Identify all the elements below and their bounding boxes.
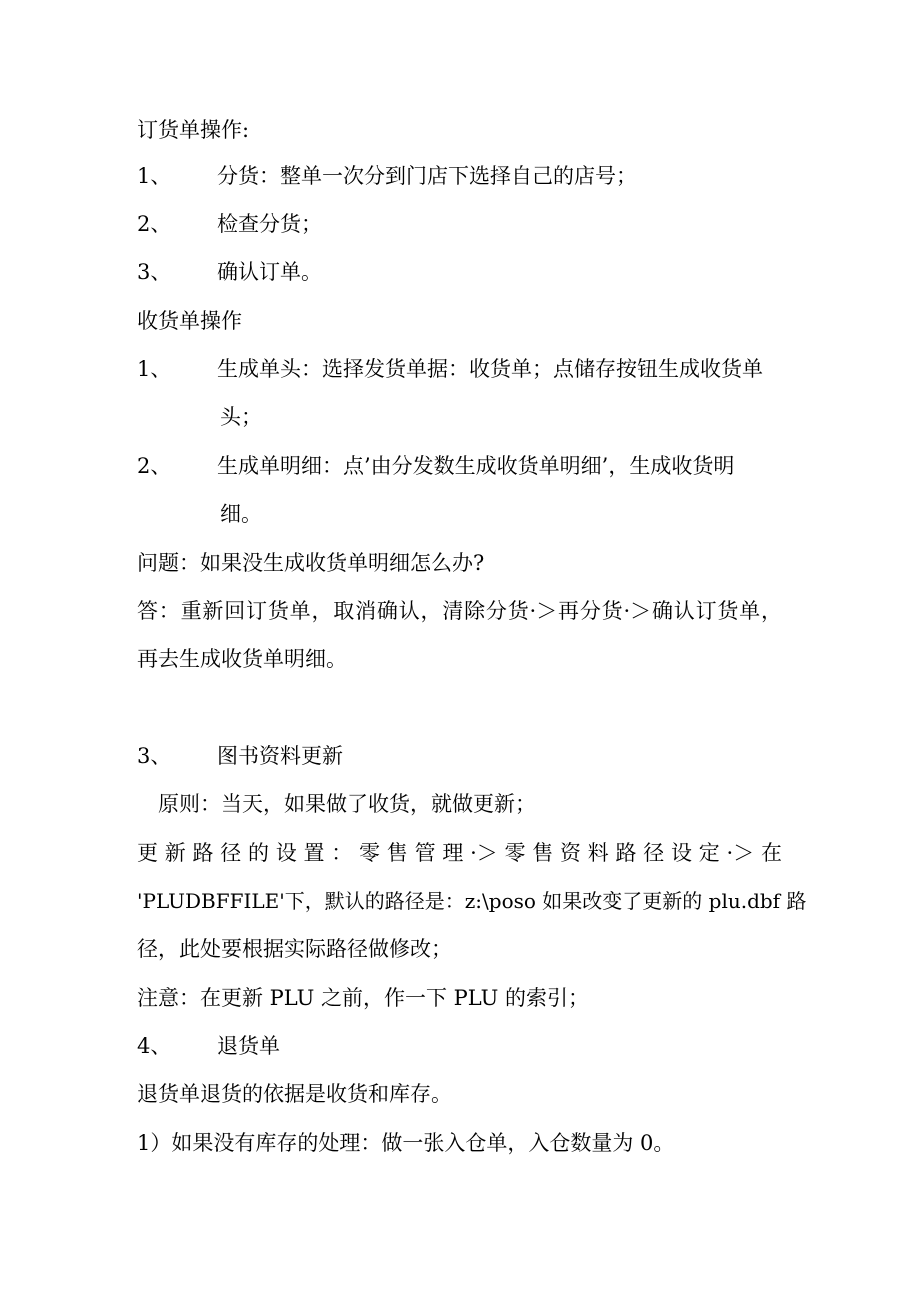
receive-section-title: 收货单操作	[137, 309, 242, 333]
order-step-1-num: 1、	[137, 164, 172, 188]
return-num: 4、	[137, 1034, 172, 1058]
book-update-path-line3: 径，此处要根据实际路径做修改；	[137, 937, 452, 961]
receive-step-2-text: 生成单明细：点’由分发数生成收货单明细’，生成收货明	[217, 454, 735, 478]
order-step-3-num: 3、	[137, 260, 172, 284]
book-update-heading	[0, 742, 920, 770]
receive-answer-line2: 再去生成收货单明细。	[137, 647, 347, 671]
order-section-title: 订货单操作:	[137, 118, 250, 142]
order-step-3-text: 确认订单。	[217, 260, 322, 284]
order-step-1	[0, 162, 920, 190]
book-update-note: 注意：在更新 PLU 之前，作一下 PLU 的索引；	[137, 986, 589, 1010]
book-update-num: 3、	[137, 744, 172, 768]
order-step-1-text: 分货：整单一次分到门店下选择自己的店号；	[217, 164, 637, 188]
receive-step-1	[0, 355, 920, 383]
receive-step-1-cont: 头；	[220, 405, 262, 429]
receive-step-2-cont: 细。	[220, 502, 262, 526]
return-item-1: 1）如果没有库存的处理：做一张入仓单，入仓数量为 0。	[137, 1131, 675, 1155]
book-update-title: 图书资料更新	[217, 744, 343, 768]
book-update-principle: 原则：当天，如果做了收货，就做更新；	[158, 792, 536, 816]
return-basis: 退货单退货的依据是收货和库存。	[137, 1082, 452, 1106]
order-step-3	[0, 258, 920, 286]
receive-step-2-num: 2、	[137, 454, 172, 478]
receive-answer-line1: 答：重新回订货单，取消确认，清除分货·＞再分货·＞确认订货单，	[137, 599, 782, 623]
receive-step-1-text: 生成单头：选择发货单据：收货单；点储存按钮生成收货单	[217, 357, 763, 381]
order-step-2-text: 检查分货；	[217, 212, 322, 236]
return-title: 退货单	[217, 1034, 280, 1058]
order-step-2	[0, 210, 920, 238]
receive-question: 问题：如果没生成收货单明细怎么办?	[137, 551, 485, 575]
book-update-path-line2: 'PLUDBFFILE'下，默认的路径是：z:\poso 如果改变了更新的 plu.dbf 路	[137, 889, 807, 913]
book-update-path-line1: 更新路径的设置：零售管理·＞零售资料路径设定·＞在	[137, 841, 782, 865]
return-heading	[0, 1032, 920, 1060]
order-step-2-num: 2、	[137, 212, 172, 236]
receive-step-2	[0, 452, 920, 480]
receive-step-1-num: 1、	[137, 357, 172, 381]
